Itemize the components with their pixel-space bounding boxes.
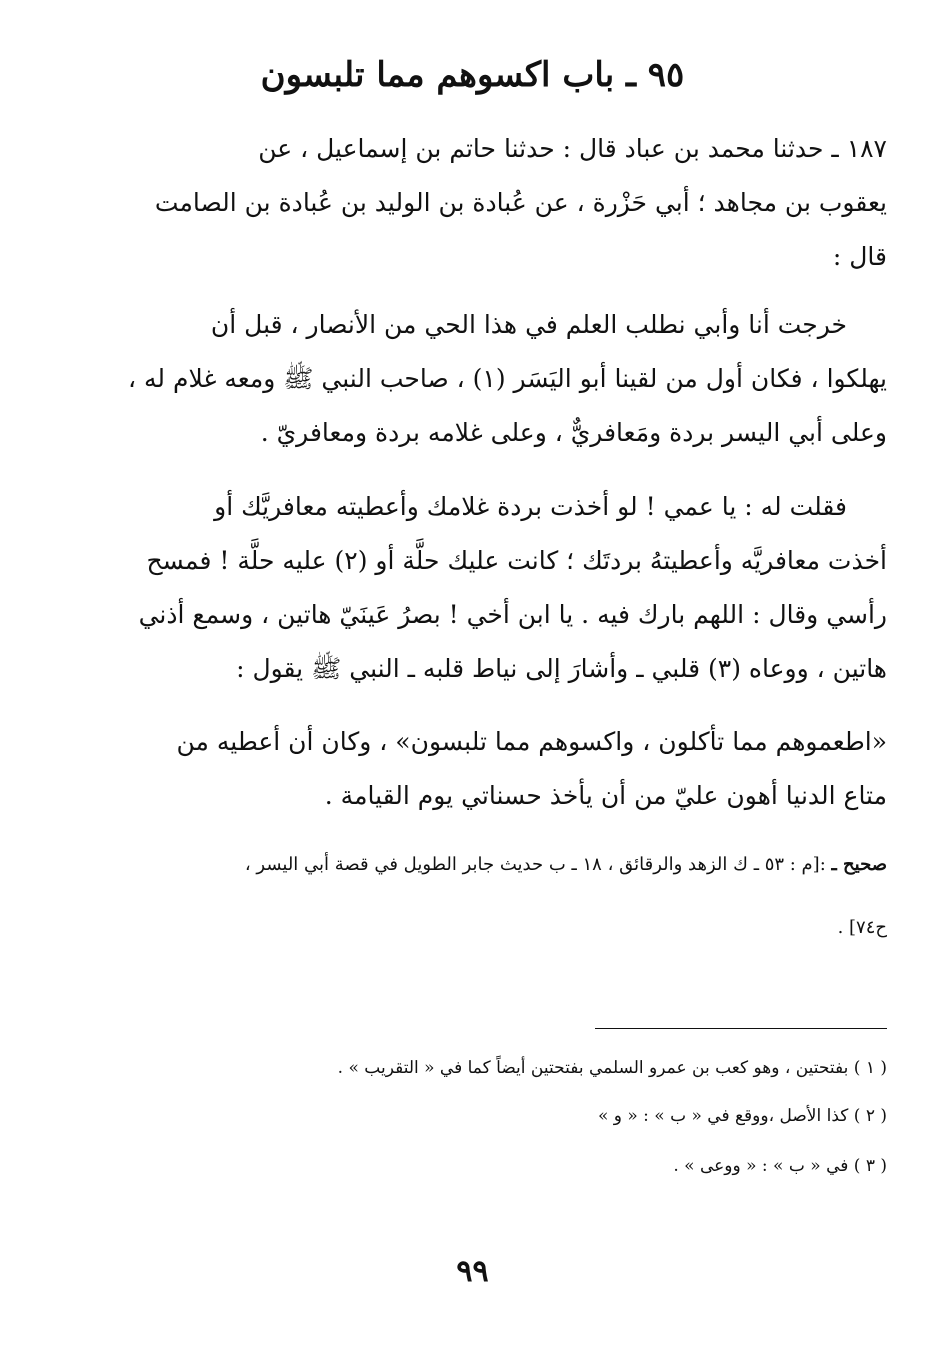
narrative-line: وعلى أبي اليسر بردة ومَعافريٌّ ، وعلى غلامه بردة ومعافريّ . [260,418,887,447]
narrative-line: يهلكوا ، فكان أول من لقينا أبو اليَسَر (١) ، صاحب النبي ﷺ ومعه غلام له ، [127,364,887,393]
chapter-title: ٩٥ ـ باب اكسوهم مما تلبسون [260,55,685,95]
narrative-paragraph-1 [111,298,887,460]
page-number: ٩٩ [456,1254,489,1289]
narrative-paragraph-2 [111,480,887,696]
footnote-3: ( ٣ ) في « ب » : « ووعى » . [673,1156,887,1176]
footnote-1: ( ١ ) بفتحتين ، وهو كعب بن عمرو السلمي بفتحتين أيضاً كما في « التقريب » . [337,1058,887,1078]
hadith-intro-line: قال : [832,242,887,271]
narrative-line: هاتين ، ووعاه (٣) قلبي ـ وأشارَ إلى نياط قلبه ـ النبي ﷺ يقول : [236,654,887,683]
grading-label: صحيح ـ [831,854,887,875]
narrative-line: رأسي وقال : اللهم بارك فيه . يا ابن أخي ! بصرُ عَينَيّ هاتين ، وسمع أذني [138,600,887,629]
hadith-intro-paragraph [111,122,887,284]
narrative-line: فقلت له : يا عمي ! لو أخذت بردة غلامك وأعطيته معافريَّك أو [214,492,847,521]
hadith-intro-line: يعقوب بن مجاهد ؛ أبي حَزْرة ، عن عُبادة بن الوليد بن عُبادة بن الصامت [154,188,887,217]
grading-note [111,850,887,880]
narrative-line: خرجت أنا وأبي نطلب العلم في هذا الحي من الأنصار ، قبل أن [210,310,847,339]
footnote-divider [595,1028,887,1029]
footnote-2: ( ٢ ) كذا الأصل ،ووقع في « ب » : « و » [597,1106,887,1126]
hadith-quote-line: متاع الدنيا أهون عليّ من أن يأخذ حسناتي يوم القيامة . [324,781,887,810]
hadith-quote-line: «اطعموهم مما تأكلون ، واكسوهم مما تلبسون» ، وكان أن أعطيه من [176,727,887,756]
hadith-intro-line: ١٨٧ ـ حدثنا محمد بن عباد قال : حدثنا حاتم بن إسماعيل ، عن [258,134,887,163]
grading-reference: ح٧٤] . [837,917,887,938]
grading-text: :[م : ٥٣ ـ ك الزهد والرقائق ، ١٨ ـ ب حديث جابر الطويل في قصة أبي اليسر ، [244,854,832,875]
hadith-quote-paragraph [111,715,887,823]
narrative-line: أخذت معافريَّه وأعطيتهُ بردتَك ؛ كانت عليك حلَّة أو (٢) عليه حلَّة ! فمسح [146,546,887,575]
